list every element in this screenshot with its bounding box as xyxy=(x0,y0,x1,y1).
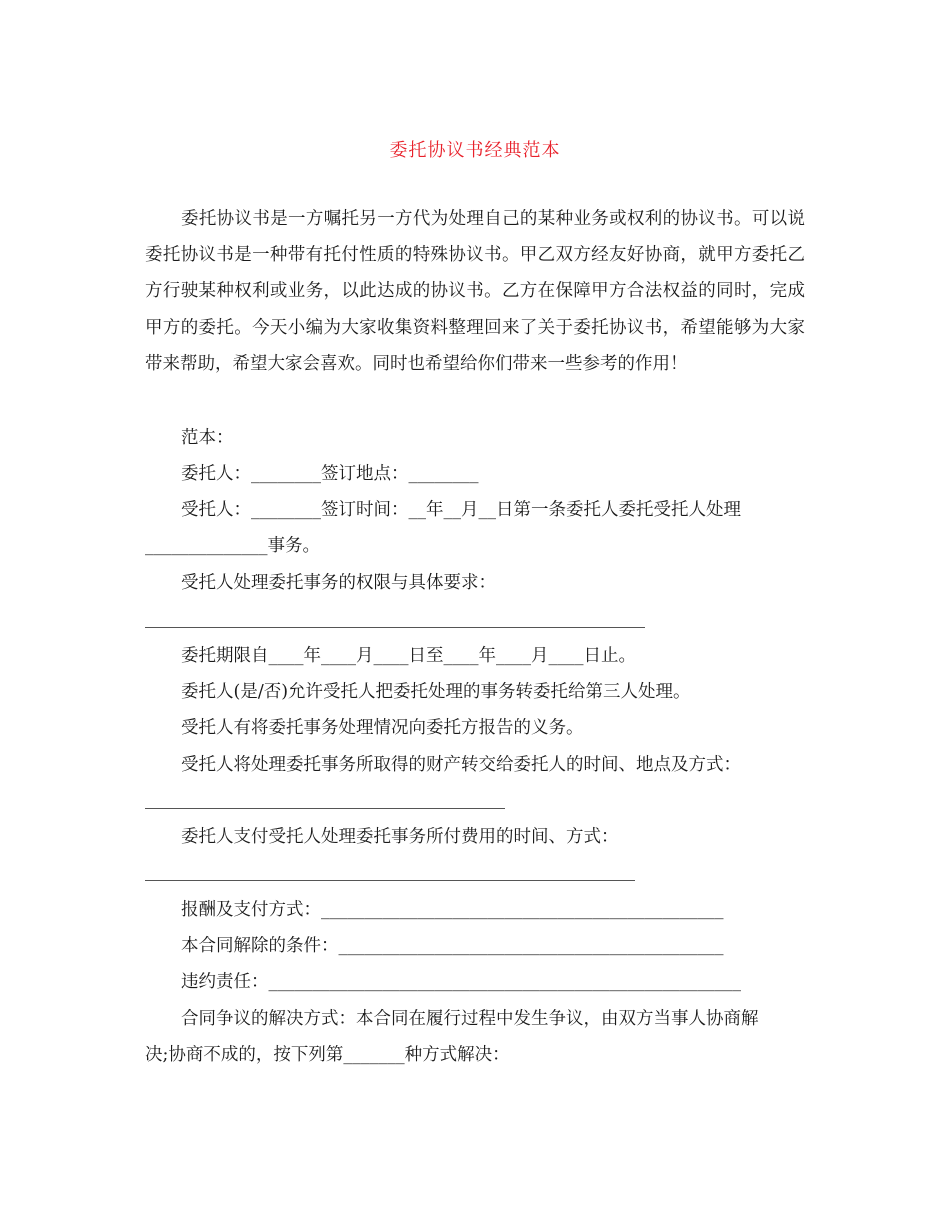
term-line: 委托期限自____年____月____日至____年____月____日止。 xyxy=(181,646,636,666)
intro-paragraph: 委托协议书是一方嘱托另一方代为处理自己的某种业务或权利的协议书。可以说委托协议书是一种带有托付性质的特殊协议书。甲乙双方经友好协商，就甲方委托乙方行驶某种权利或业务，以此达成的协议书。乙方在保障甲方合法权益的同时，完成甲方的委托。今天小编为大家收集资料整理回来了关于委托协议书，希望能够为大家带来帮助，希望大家会喜欢。同时也希望给你们带来一些参考的作用！ xyxy=(145,209,805,374)
dispute-line-2: 决;协商不成的，按下列第_______种方式解决： xyxy=(145,1045,510,1065)
agent-line-continued: ______________事务。 xyxy=(145,536,320,556)
liability-line: 违约责任：______________________________________________________ xyxy=(181,972,741,992)
transfer-line: 受托人将处理委托事务所取得的财产转交给委托人的时间、地点及方式： xyxy=(181,755,741,775)
subdelegation-line: 委托人(是/否)允许受托人把委托处理的事务转委托给第三人处理。 xyxy=(181,682,691,702)
expenses-line: 委托人支付受托人处理委托事务所付费用的时间、方式： xyxy=(181,827,619,847)
authority-line: 受托人处理委托事务的权限与具体要求： xyxy=(181,573,496,593)
principal-line: 委托人：________签订地点：________ xyxy=(181,464,479,484)
agent-line: 受托人：________签订时间：__年__月__日第一条委托人委托受托人处理 xyxy=(181,500,741,520)
dispute-line-1: 合同争议的解决方式：本合同在履行过程中发生争议，由双方当事人协商解 xyxy=(181,1009,759,1029)
transfer-blank-rule xyxy=(145,808,505,809)
report-line: 受托人有将委托事务处理情况向委托方报告的义务。 xyxy=(181,718,584,738)
expenses-blank-rule xyxy=(145,880,635,881)
authority-blank-rule xyxy=(145,627,645,628)
template-label: 范本： xyxy=(181,428,234,448)
termination-line: 本合同解除的条件：____________________________________________ xyxy=(181,936,724,956)
remuneration-line: 报酬及支付方式：______________________________________________ xyxy=(181,900,724,920)
document-title: 委托协议书经典范本 xyxy=(389,140,561,161)
